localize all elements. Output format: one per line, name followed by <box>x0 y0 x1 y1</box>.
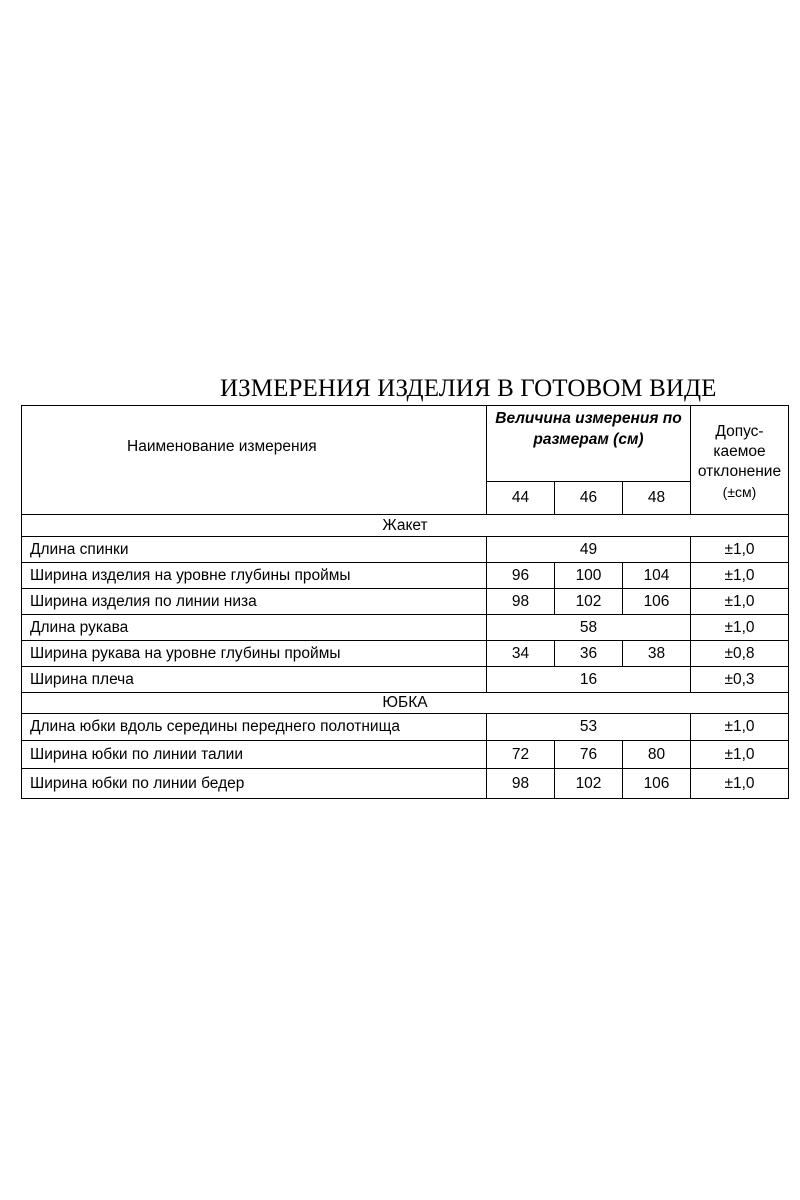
tolerance-value: ±1,0 <box>691 563 789 589</box>
merged-value: 58 <box>487 615 691 641</box>
size-value-46: 102 <box>555 769 623 799</box>
size-header-48: 48 <box>623 482 691 515</box>
measurement-table <box>21 405 789 799</box>
header-name-cell: Наименование измерения <box>22 406 487 515</box>
tolerance-value: ±1,0 <box>691 714 789 741</box>
size-value-48: 106 <box>623 589 691 615</box>
size-value-44: 98 <box>487 769 555 799</box>
size-value-46: 100 <box>555 563 623 589</box>
table-row <box>22 615 789 641</box>
size-value-44: 34 <box>487 641 555 667</box>
tolerance-value: ±1,0 <box>691 537 789 563</box>
size-value-46: 76 <box>555 741 623 769</box>
size-value-48: 106 <box>623 769 691 799</box>
size-value-48: 104 <box>623 563 691 589</box>
size-header-46: 46 <box>555 482 623 515</box>
measurement-name: Ширина юбки по линии талии <box>22 741 487 769</box>
size-value-46: 102 <box>555 589 623 615</box>
tolerance-value: ±1,0 <box>691 589 789 615</box>
tolerance-value: ±0,8 <box>691 641 789 667</box>
merged-value: 49 <box>487 537 691 563</box>
tolerance-line-2: каемое <box>713 443 766 460</box>
tolerance-value: ±1,0 <box>691 615 789 641</box>
measurement-name: Ширина плеча <box>22 667 487 693</box>
table-row <box>22 563 789 589</box>
header-row <box>22 406 789 482</box>
tolerance-value: ±0,3 <box>691 667 789 693</box>
measurement-name: Длина рукава <box>22 615 487 641</box>
tolerance-value: ±1,0 <box>691 741 789 769</box>
tolerance-line-3: отклонение <box>697 463 782 480</box>
tolerance-line-1: Допус- <box>715 423 764 440</box>
measurement-name: Длина спинки <box>22 537 487 563</box>
measurement-name: Ширина изделия по линии низа <box>22 589 487 615</box>
section-title: Жакет <box>22 515 789 537</box>
section-row <box>22 515 789 537</box>
measurement-name: Длина юбки вдоль середины переднего полотнища <box>22 714 487 741</box>
table-body <box>22 406 789 799</box>
measurement-name: Ширина юбки по линии бедер <box>22 769 487 799</box>
table-row <box>22 641 789 667</box>
size-value-44: 72 <box>487 741 555 769</box>
size-value-48: 38 <box>623 641 691 667</box>
table-row <box>22 537 789 563</box>
section-title: ЮБКА <box>22 693 789 714</box>
tolerance-unit: (±см) <box>722 484 757 500</box>
size-header-44: 44 <box>487 482 555 515</box>
merged-value: 16 <box>487 667 691 693</box>
measurement-name: Ширина изделия на уровне глубины проймы <box>22 563 487 589</box>
size-value-48: 80 <box>623 741 691 769</box>
table-row <box>22 589 789 615</box>
section-row <box>22 693 789 714</box>
merged-value: 53 <box>487 714 691 741</box>
table-row <box>22 741 789 769</box>
table-row <box>22 714 789 741</box>
measurement-name: Ширина рукава на уровне глубины проймы <box>22 641 487 667</box>
size-value-44: 96 <box>487 563 555 589</box>
table-row <box>22 667 789 693</box>
size-value-46: 36 <box>555 641 623 667</box>
page-title: ИЗМЕРЕНИЯ ИЗДЕЛИЯ В ГОТОВОМ ВИДЕ <box>220 375 717 402</box>
tolerance-value: ±1,0 <box>691 769 789 799</box>
size-value-44: 98 <box>487 589 555 615</box>
header-sizes-group: Величина измерения по размерам (см) <box>487 406 691 482</box>
header-tolerance-cell <box>691 406 789 515</box>
table-row <box>22 769 789 799</box>
